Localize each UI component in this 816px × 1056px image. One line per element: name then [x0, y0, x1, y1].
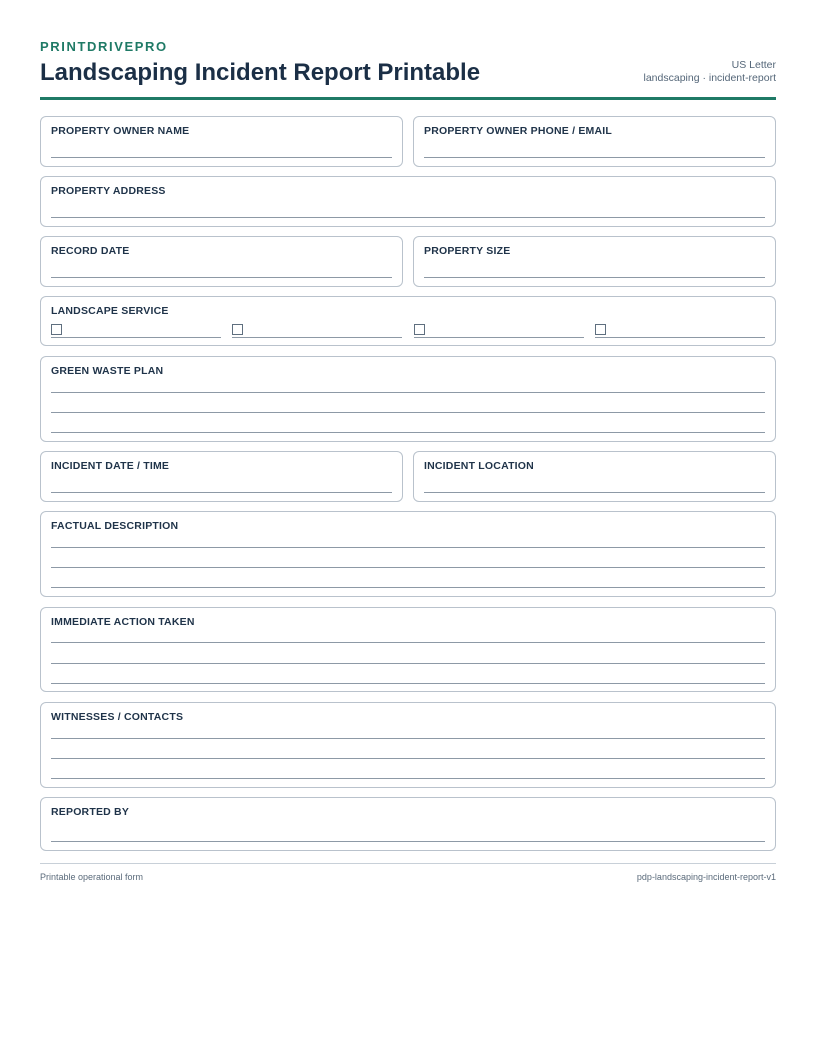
property-owner-name-input-line[interactable] [51, 157, 392, 158]
property-owner-name-label: PROPERTY OWNER NAME [51, 125, 190, 137]
green-waste-plan-field [40, 356, 776, 442]
landscape-service-option-1[interactable] [51, 324, 221, 338]
green-waste-plan-line-1[interactable] [51, 392, 765, 393]
checkbox-icon[interactable] [414, 324, 425, 335]
immediate-action-label: IMMEDIATE ACTION TAKEN [51, 616, 195, 628]
incident-location-field [413, 451, 776, 502]
property-owner-contact-label: PROPERTY OWNER PHONE / EMAIL [424, 125, 613, 137]
option-write-line[interactable] [595, 337, 765, 338]
option-write-line[interactable] [51, 337, 221, 338]
footer-divider [40, 863, 776, 864]
reported-by-label: REPORTED BY [51, 806, 130, 818]
witnesses-contacts-line-2[interactable] [51, 758, 765, 759]
witnesses-contacts-line-3[interactable] [51, 778, 765, 779]
incident-date-time-label: INCIDENT DATE / TIME [51, 460, 170, 472]
landscape-service-option-4[interactable] [595, 324, 765, 338]
property-size-field [413, 236, 776, 287]
record-date-label: RECORD DATE [51, 245, 130, 257]
landscape-service-option-3[interactable] [414, 324, 584, 338]
record-date-field [40, 236, 403, 287]
footer-form-id: pdp-landscaping-incident-report-v1 [636, 872, 776, 882]
page-meta [644, 59, 777, 85]
incident-location-input-line[interactable] [424, 492, 765, 493]
factual-description-line-1[interactable] [51, 547, 765, 548]
checkbox-icon[interactable] [595, 324, 606, 335]
incident-location-label: INCIDENT LOCATION [424, 460, 534, 472]
paper-size-label: US Letter [731, 59, 776, 71]
incident-date-time-input-line[interactable] [51, 492, 392, 493]
checkbox-icon[interactable] [232, 324, 243, 335]
green-waste-plan-line-2[interactable] [51, 412, 765, 413]
green-waste-plan-line-3[interactable] [51, 432, 765, 433]
property-address-field [40, 176, 776, 227]
green-waste-plan-label: GREEN WASTE PLAN [51, 365, 164, 377]
factual-description-label: FACTUAL DESCRIPTION [51, 520, 179, 532]
witnesses-contacts-line-1[interactable] [51, 738, 765, 739]
landscape-service-field [40, 296, 776, 346]
option-write-line[interactable] [232, 337, 402, 338]
record-date-input-line[interactable] [51, 277, 392, 278]
property-size-label: PROPERTY SIZE [424, 245, 511, 257]
form-page [40, 40, 776, 100]
property-size-input-line[interactable] [424, 277, 765, 278]
footer-form-type: Printable operational form [40, 872, 144, 882]
immediate-action-line-1[interactable] [51, 642, 765, 643]
factual-description-line-3[interactable] [51, 587, 765, 588]
incident-date-time-field [40, 451, 403, 502]
immediate-action-line-2[interactable] [51, 663, 765, 664]
page-title: Landscaping Incident Report Printable [40, 59, 481, 86]
property-address-input-line[interactable] [51, 217, 765, 218]
property-owner-name-field [40, 116, 403, 167]
immediate-action-field [40, 607, 776, 692]
property-owner-contact-field [413, 116, 776, 167]
witnesses-contacts-label: WITNESSES / CONTACTS [51, 711, 184, 723]
reported-by-input-line[interactable] [51, 841, 765, 842]
reported-by-field [40, 797, 776, 851]
category-tags: landscaping · incident-report [643, 72, 776, 84]
option-write-line[interactable] [414, 337, 584, 338]
brand-logo: PRINTDRIVEPRO [40, 39, 168, 54]
landscape-service-option-2[interactable] [232, 324, 402, 338]
header [40, 40, 776, 100]
property-address-label: PROPERTY ADDRESS [51, 185, 166, 197]
property-owner-contact-input-line[interactable] [424, 157, 765, 158]
landscape-service-label: LANDSCAPE SERVICE [51, 305, 169, 317]
immediate-action-line-3[interactable] [51, 683, 765, 684]
factual-description-field [40, 511, 776, 597]
checkbox-icon[interactable] [51, 324, 62, 335]
witnesses-contacts-field [40, 702, 776, 788]
factual-description-line-2[interactable] [51, 567, 765, 568]
